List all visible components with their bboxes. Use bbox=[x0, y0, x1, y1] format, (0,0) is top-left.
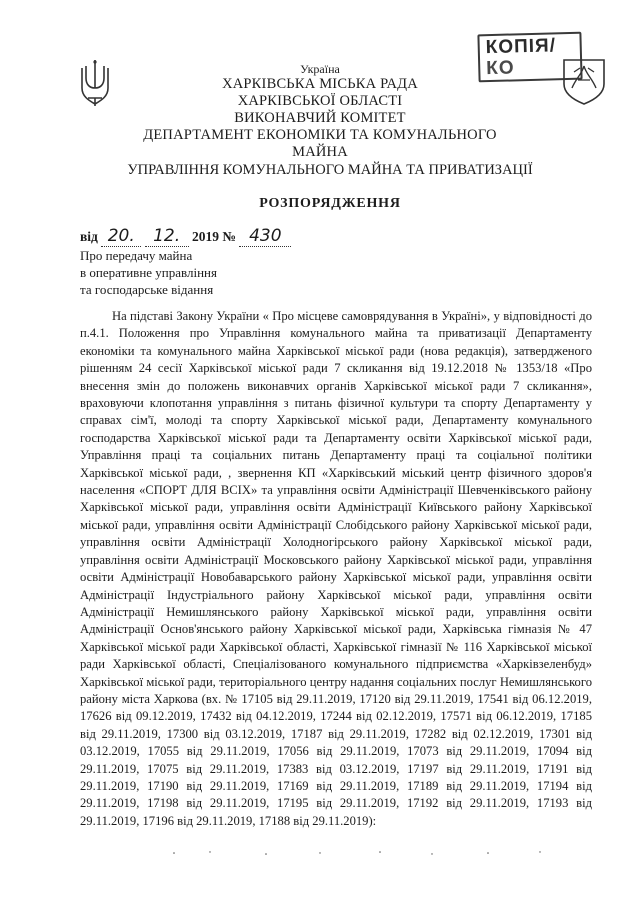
header-line-executive-committee: ВИКОНАВЧИЙ КОМІТЕТ bbox=[234, 110, 406, 126]
kharkiv-seal-icon bbox=[556, 50, 612, 106]
date-number-line bbox=[80, 226, 291, 247]
header-line-city-council: ХАРКІВСЬКА МІСЬКА РАДА bbox=[222, 76, 418, 92]
order-number: 430 bbox=[239, 226, 291, 247]
date-year: 2019 № bbox=[192, 229, 236, 244]
body-paragraph: На підставі Закону України « Про місцеве самоврядування в Україні», у відповідності до п.4.1. Положення про Управління комунального майна та приватизації Департаменту економіки та комунального майна Харківської міської ради (нова редакція), затвердженого рішенням 24 сесії Харківської міської ради 7 скликання від 19.12.2018 № 1353/18 «Про внесення змін до положень виконавчих органів Харківської міської ради 7 скликання», враховуючи клопотання управління з питань фізичної культури та спорту Департаменту у справах сім'ї, молоді та спорту Харківської міської ради, Департаменту комунального господарства Харківської міської ради та Департаменту освіти Харківської міської ради, Управління праці та соціальних питань Департаменту праці та соціальної політики Харківської міської ради, , звернення КП «Харківський міський центр фізичного здоров'я населення «СПОРТ ДЛЯ ВСІХ» та управління освіти Адміністрації Шевченківського району Харківської міської ради, управління освіти Адміністрації Київського району Харківської міської ради, управління освіти Адміністрації Слобідського району Харківської міської ради, управління освіти Адміністрації Холодногірського району Харківської міської ради, управління освіти Адміністрації Московського району Харківської міської ради, управління освіти Адміністрації Новобаварського району Харківської міської ради, управління освіти Адміністрації Індустріального району Харківської міської ради, управління освіти Адміністрації Немишлянського району Харківської міської ради, управління освіти Адміністрації Основ'янського району Харківської міської ради, Харківська гімназія № 47 Харківської міської ради Харківської області, Харківської гімназії № 116 Харківської міської ради Харківської області, Спеціалізованого комунального підприємства «Харківзеленбуд» Харківської міської ради, територіального центру надання соціальних послуг Немишлянського району міста Харкова (вх. № 17105 від 29.11.2019, 17120 від 29.11.2019, 17541 від 06.12.2019, 17626 від 09.12.2019, 17432 від 04.12.2019, 17244 від 02.12.2019, 17571 від 06.12.2019, 17185 від 29.11.2019, 17300 від 03.12.2019, 17187 від 29.11.2019, 17282 від 02.12.2019, 17301 від 03.12.2019, 17055 від 29.11.2019, 17056 від 29.11.2019, 17073 від 29.11.2019, 17094 від 29.11.2019, 17075 від 29.11.2019, 17383 від 03.12.2019, 17197 від 29.11.2019, 17191 від 29.11.2019, 17190 від 29.11.2019, 17169 від 29.11.2019, 17189 від 29.11.2019, 17194 від 29.11.2019, 17198 від 29.11.2019, 17195 від 29.11.2019, 17192 від 29.11.2019, 17193 від 29.11.2019, 17196 від 29.11.2019, 17188 від 29.11.2019): bbox=[80, 309, 592, 828]
stamp-line-2: КО bbox=[486, 57, 515, 80]
header-country: Україна bbox=[300, 62, 340, 76]
header-line-department: ДЕПАРТАМЕНТ ЕКОНОМІКИ ТА КОМУНАЛЬНОГО МАЙНА bbox=[143, 127, 497, 160]
document-title: РОЗПОРЯДЖЕННЯ bbox=[259, 196, 401, 211]
subject-line: в оперативне управління bbox=[80, 265, 217, 280]
date-prefix: від bbox=[80, 229, 98, 244]
date-day: 20. bbox=[101, 226, 141, 247]
date-month: 12. bbox=[145, 226, 189, 247]
document-header bbox=[120, 62, 520, 161]
subject-line: Про передачу майна bbox=[80, 248, 193, 263]
scan-noise bbox=[170, 848, 550, 858]
subject-line: та господарське відання bbox=[80, 282, 214, 297]
order-subject bbox=[80, 247, 217, 298]
department-name: УПРАВЛІННЯ КОМУНАЛЬНОГО МАЙНА ТА ПРИВАТИЗАЦІЇ bbox=[127, 162, 533, 178]
order-body bbox=[80, 308, 592, 830]
stamp-line-1: КОПІЯ/ bbox=[485, 35, 557, 59]
trident-emblem-icon bbox=[78, 58, 112, 108]
header-line-region: ХАРКІВСЬКОЇ ОБЛАСТІ bbox=[237, 93, 403, 109]
